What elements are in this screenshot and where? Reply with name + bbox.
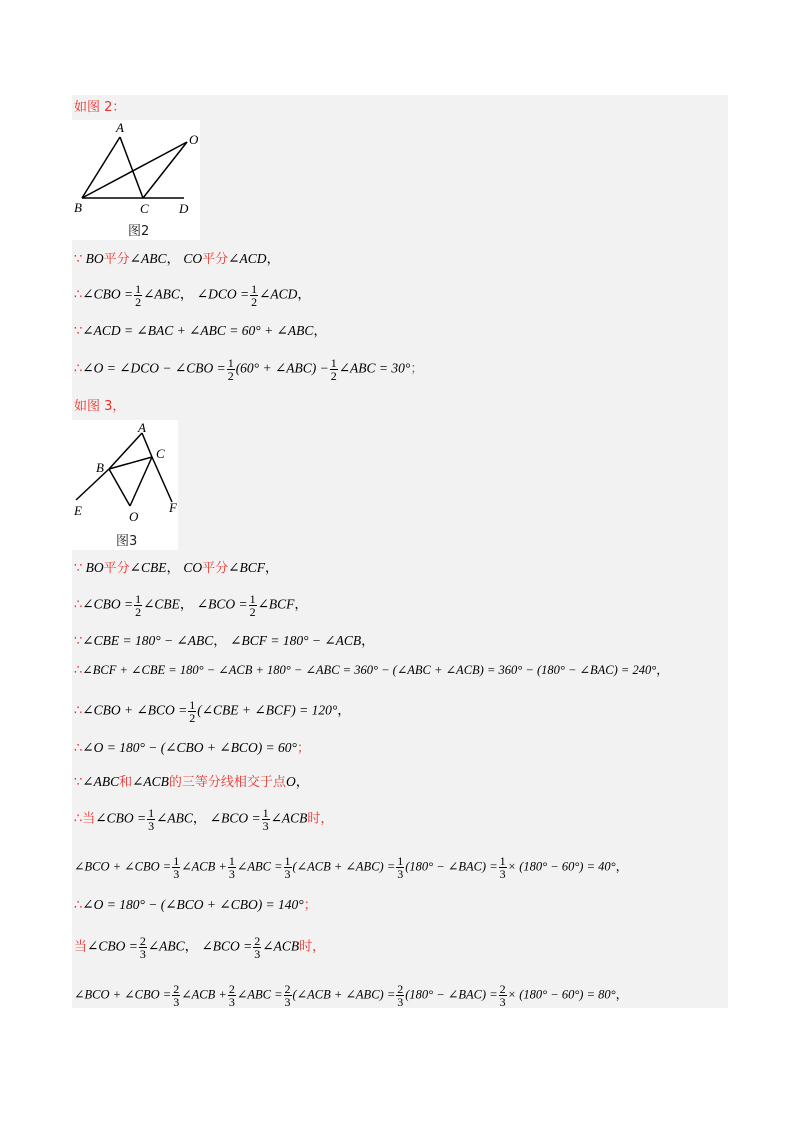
fraction: $\frac{1}{3}$ xyxy=(262,806,269,833)
proof2-line-4: ∴∠O = ∠DCO − ∠CBO = $\frac{1}{2}$ (60° + ∠ABC) − $\frac{1}{2}$ ∠ABC = 30°； xyxy=(74,356,424,383)
fraction: $\frac{1}{2}$ xyxy=(189,698,196,725)
fig2-label-O: O xyxy=(189,132,199,147)
fig3-label-B: B xyxy=(96,460,104,475)
proof3-line-4: ∴∠BCF + ∠CBE = 180° − ∠ACB + 180° − ∠ABC = 360° − (∠ABC + ∠ACB) = 360° − (180° − ∠BAC) = 240°， xyxy=(74,663,669,678)
fig2-label-B: B xyxy=(74,200,82,215)
proof3-line-2: ∴∠CBO = $\frac{1}{2}$ ∠CBE， ∠BCO = $\frac{1}{2}$ ∠BCF， xyxy=(74,592,308,619)
proof3-line-1: ∵ BO平分∠CBE， CO平分∠BCF， xyxy=(74,560,279,576)
fraction: $\frac{2}{3}$ xyxy=(284,982,291,1009)
proof2-line-2: ∴∠CBO = $\frac{1}{2}$ ∠ABC， ∠DCO = $\frac{1}{2}$ ∠ACD， xyxy=(74,282,311,309)
fraction: $\frac{1}{3}$ xyxy=(397,854,404,881)
fraction: $\frac{1}{3}$ xyxy=(228,854,235,881)
proof3-line-6: ∴∠O = 180° − (∠CBO + ∠BCO) = 60°； xyxy=(74,740,310,756)
proof3-line-11: 当∠CBO = $\frac{2}{3}$ ∠ABC， ∠BCO = $\frac{2}{3}$ ∠ACB时， xyxy=(74,934,326,961)
fraction: $\frac{1}{2}$ xyxy=(227,356,234,383)
proof3-line-7: ∵∠ABC和∠ACB的三等分线相交于点O， xyxy=(74,774,310,790)
proof3-line-3: ∵∠CBE = 180° − ∠ABC， ∠BCF = 180° − ∠ACB， xyxy=(74,633,375,649)
figure2-intro: 如图 2： xyxy=(74,100,126,115)
fig2-label-C: C xyxy=(140,201,149,216)
proof3-line-10: ∴∠O = 180° − (∠BCO + ∠CBO) = 140°； xyxy=(74,897,317,913)
proof3-line-5: ∴∠CBO + ∠BCO = $\frac{1}{2}$ (∠CBE + ∠BCF) = 120°， xyxy=(74,698,351,725)
fig3-label-E: E xyxy=(74,503,82,518)
fraction: $\frac{1}{2}$ xyxy=(135,282,142,309)
fig3-label-C: C xyxy=(156,446,165,461)
figure3-intro: 如图 3， xyxy=(74,399,126,414)
fig3-label-O: O xyxy=(129,509,139,524)
fig3-label-F: F xyxy=(169,500,177,515)
fraction: $\frac{1}{3}$ xyxy=(148,806,155,833)
fig3-label-A: A xyxy=(138,420,146,435)
fraction: $\frac{1}{2}$ xyxy=(330,356,337,383)
fraction: $\frac{2}{3}$ xyxy=(173,982,180,1009)
figure3-diagram xyxy=(72,420,178,550)
fraction: $\frac{2}{3}$ xyxy=(139,934,146,961)
fraction: $\frac{1}{3}$ xyxy=(284,854,291,881)
fig2-label-A: A xyxy=(116,120,124,135)
proof3-line-12: ∠BCO + ∠CBO = $\frac{2}{3}$ ∠ACB + $\frac{2}{3}$ ∠ABC = $\frac{2}{3}$ (∠ACB + ∠ABC) = $\frac{2}{3}$ (180° − ∠BAC) = $\frac{2}{3}$ × (180° − 60°) = 80°， xyxy=(74,982,629,1009)
fraction: $\frac{1}{2}$ xyxy=(249,592,256,619)
fraction: $\frac{2}{3}$ xyxy=(254,934,261,961)
proof2-line-3: ∵∠ACD = ∠BAC + ∠ABC = 60° + ∠ABC， xyxy=(74,323,327,339)
fig2-label-D: D xyxy=(179,201,189,216)
proof3-line-8: ∴当∠CBO = $\frac{1}{3}$ ∠ABC， ∠BCO = $\frac{1}{3}$ ∠ACB时， xyxy=(74,806,334,833)
proof3-line-9: ∠BCO + ∠CBO = $\frac{1}{3}$ ∠ACB + $\frac{1}{3}$ ∠ABC = $\frac{1}{3}$ (∠ACB + ∠ABC) = $\frac{1}{3}$ (180° − ∠BAC) = $\frac{1}{3}$ × (180° − 60°) = 40°， xyxy=(74,854,629,881)
figure3-caption: 图3 xyxy=(116,534,138,549)
proof2-line-1: ∵ BO平分∠ABC， CO平分∠ACD， xyxy=(74,251,280,267)
figure2-diagram xyxy=(72,120,200,240)
fraction: $\frac{1}{3}$ xyxy=(173,854,180,881)
fraction: $\frac{2}{3}$ xyxy=(397,982,404,1009)
figure2-caption: 图2 xyxy=(128,224,150,239)
fraction: $\frac{1}{2}$ xyxy=(135,592,142,619)
fraction: $\frac{2}{3}$ xyxy=(499,982,506,1009)
fraction: $\frac{2}{3}$ xyxy=(228,982,235,1009)
fraction: $\frac{1}{3}$ xyxy=(499,854,506,881)
fraction: $\frac{1}{2}$ xyxy=(251,282,258,309)
